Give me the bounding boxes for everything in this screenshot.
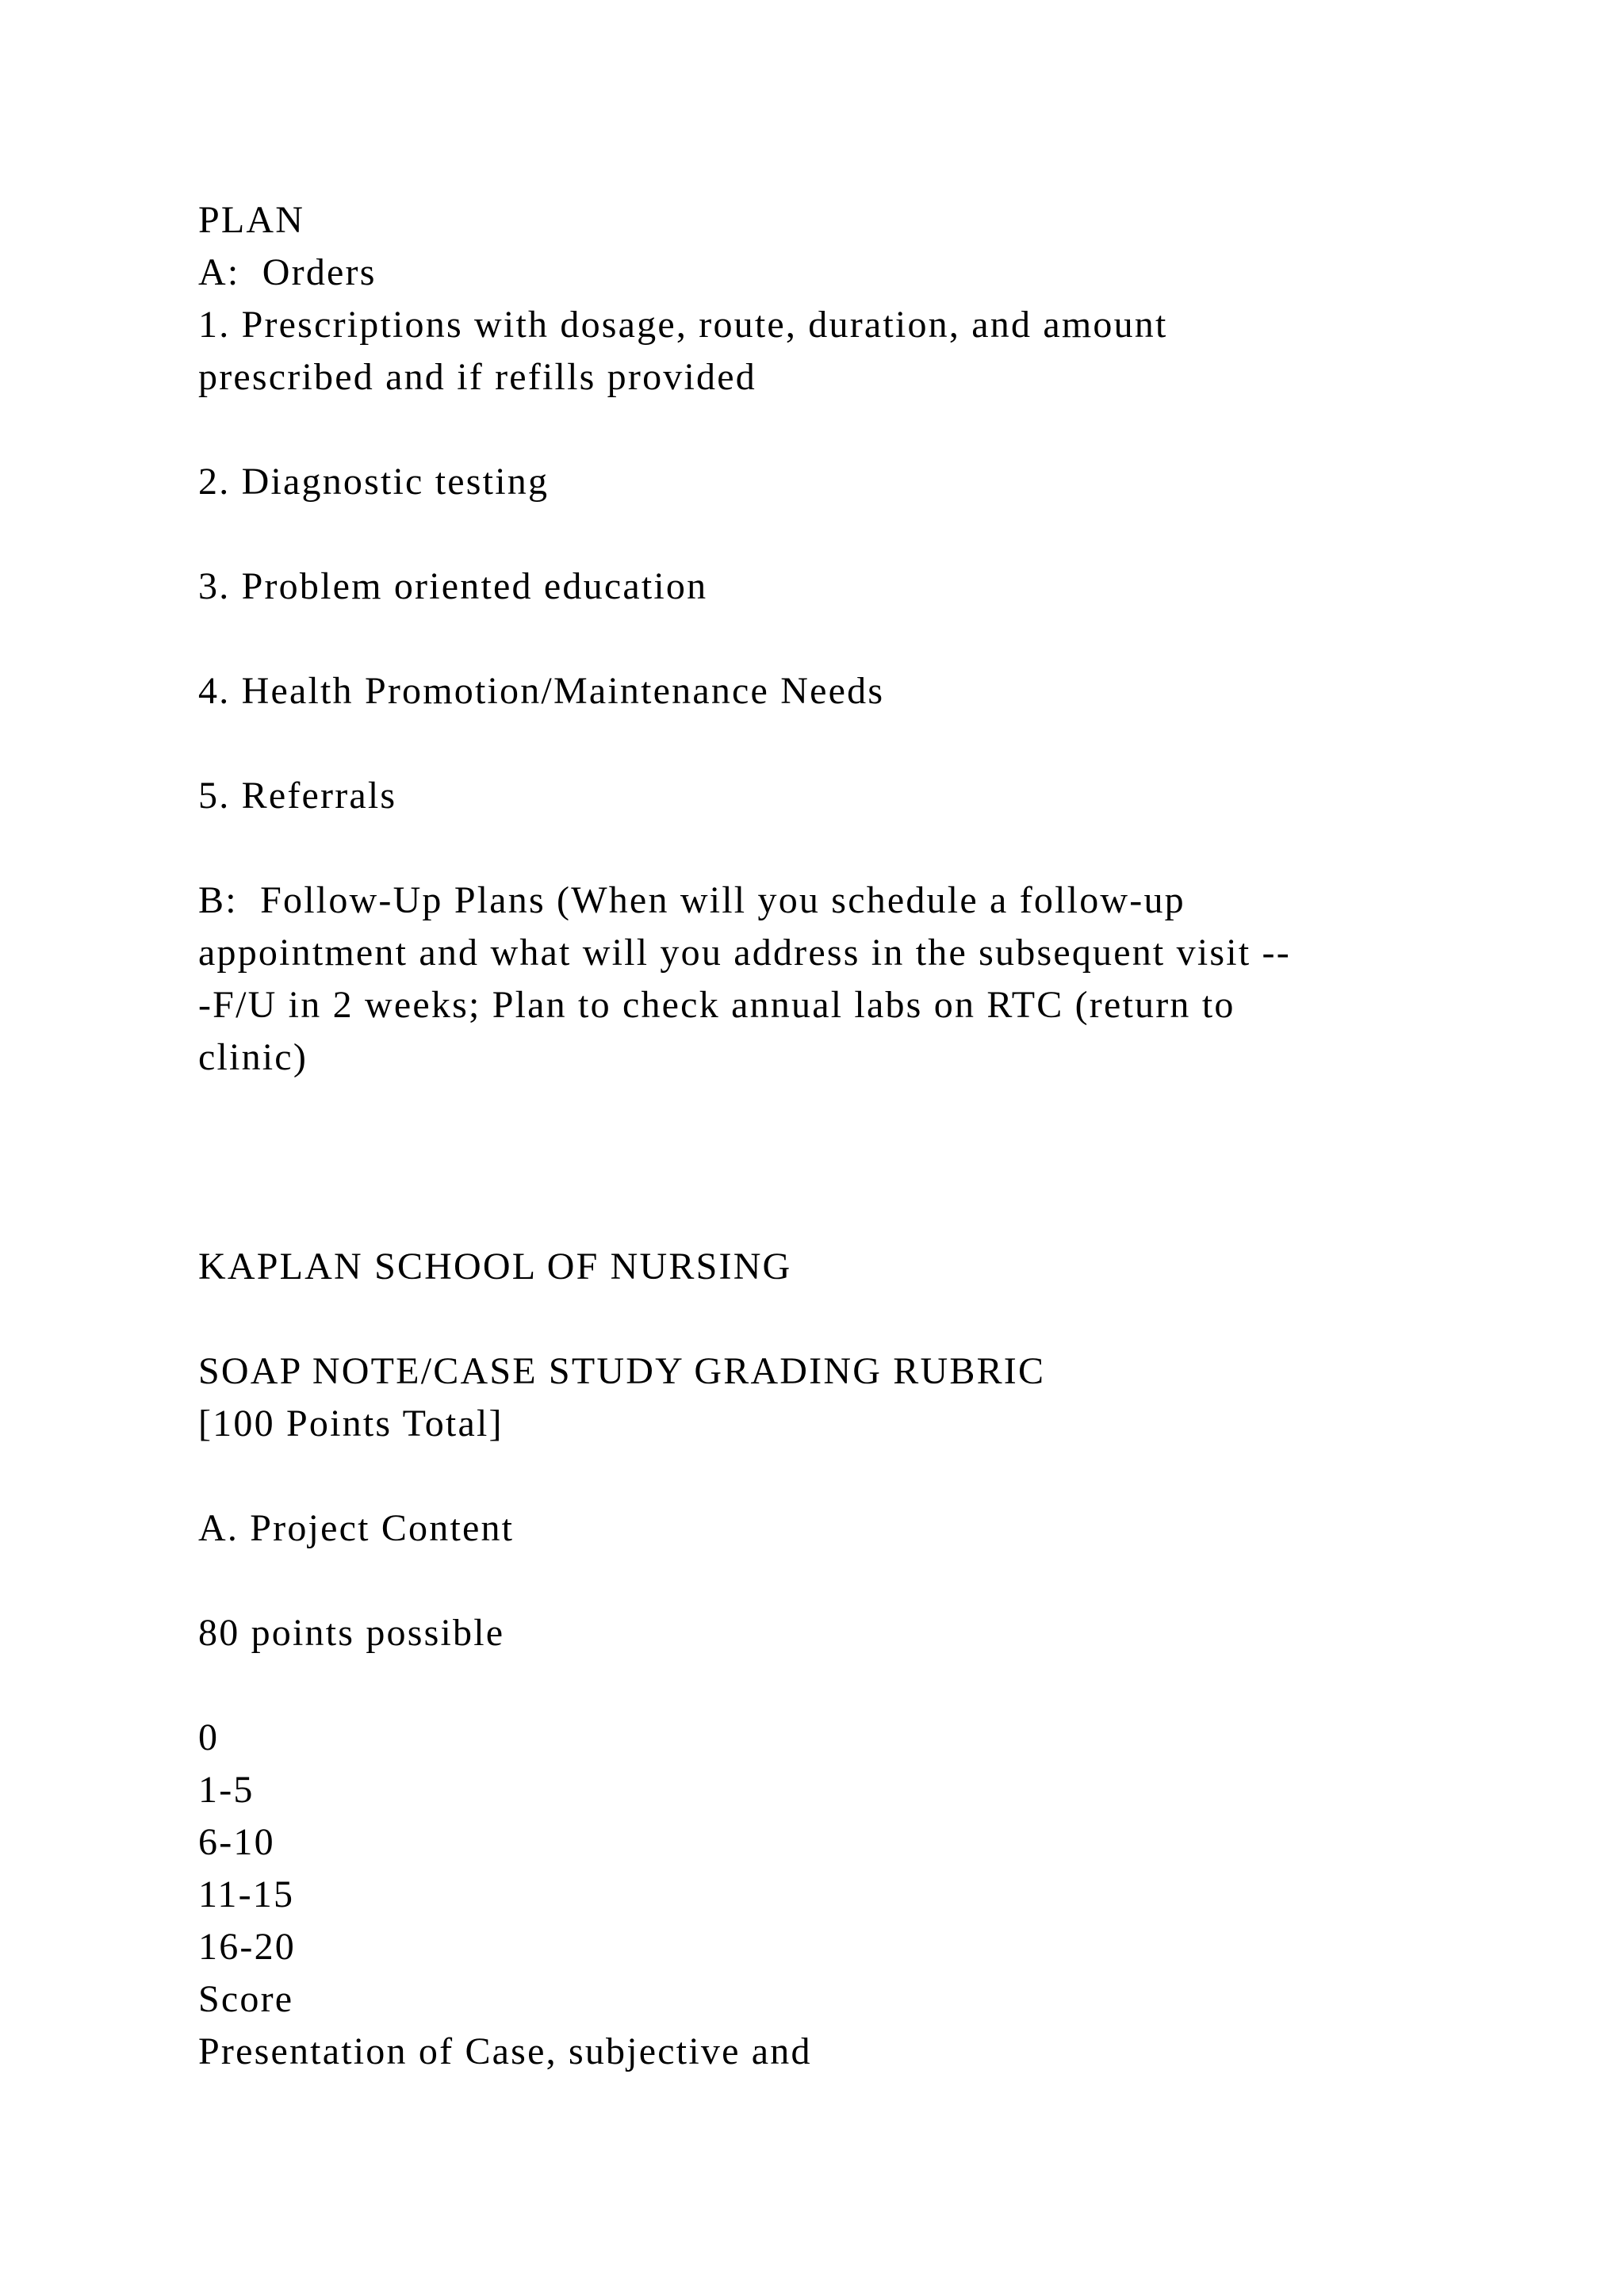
followup-line-4: clinic) [198, 1036, 308, 1078]
spacer [198, 1450, 1507, 1502]
document-page [198, 194, 1507, 2078]
rubric-column-0: 0 [198, 1716, 220, 1758]
order-item-1-line-2: prescribed and if refills provided [198, 356, 756, 398]
spacer [198, 613, 1507, 665]
spacer [198, 508, 1507, 561]
order-item-2: 2. Diagnostic testing [198, 461, 550, 503]
spacer [198, 1293, 1507, 1345]
orders-heading: A: Orders [198, 251, 377, 293]
spacer [198, 404, 1507, 456]
spacer [198, 822, 1507, 874]
followup-line-2: appointment and what will you address in the subsequent visit -- [198, 932, 1291, 974]
followup-line-3: -F/U in 2 weeks; Plan to check annual labs on RTC (return to [198, 984, 1235, 1026]
rubric-column-score: Score [198, 1978, 294, 2020]
rubric-total: [100 Points Total] [198, 1402, 504, 1445]
spacer [198, 1555, 1507, 1607]
order-item-5: 5. Referrals [198, 775, 397, 817]
followup-line-1: B: Follow-Up Plans (When will you schedule a follow-up [198, 879, 1185, 921]
spacer [198, 1659, 1507, 1712]
rubric-column-16-20: 16-20 [198, 1926, 296, 1968]
points-possible: 80 points possible [198, 1612, 505, 1654]
rubric-column-11-15: 11-15 [198, 1873, 295, 1915]
rubric-section: A. Project Content [198, 1507, 515, 1549]
spacer [198, 718, 1507, 770]
rubric-column-1-5: 1-5 [198, 1769, 255, 1811]
plan-heading: PLAN [198, 199, 305, 241]
order-item-3: 3. Problem oriented education [198, 565, 708, 607]
rubric-column-6-10: 6-10 [198, 1821, 275, 1863]
rubric-row-1-label: Presentation of Case, subjective and [198, 2030, 812, 2072]
order-item-4: 4. Health Promotion/Maintenance Needs [198, 670, 885, 712]
spacer [198, 1084, 1507, 1241]
order-item-1-line-1: 1. Prescriptions with dosage, route, duration, and amount [198, 304, 1168, 346]
rubric-title: SOAP NOTE/CASE STUDY GRADING RUBRIC [198, 1350, 1046, 1392]
school-name: KAPLAN SCHOOL OF NURSING [198, 1246, 792, 1288]
